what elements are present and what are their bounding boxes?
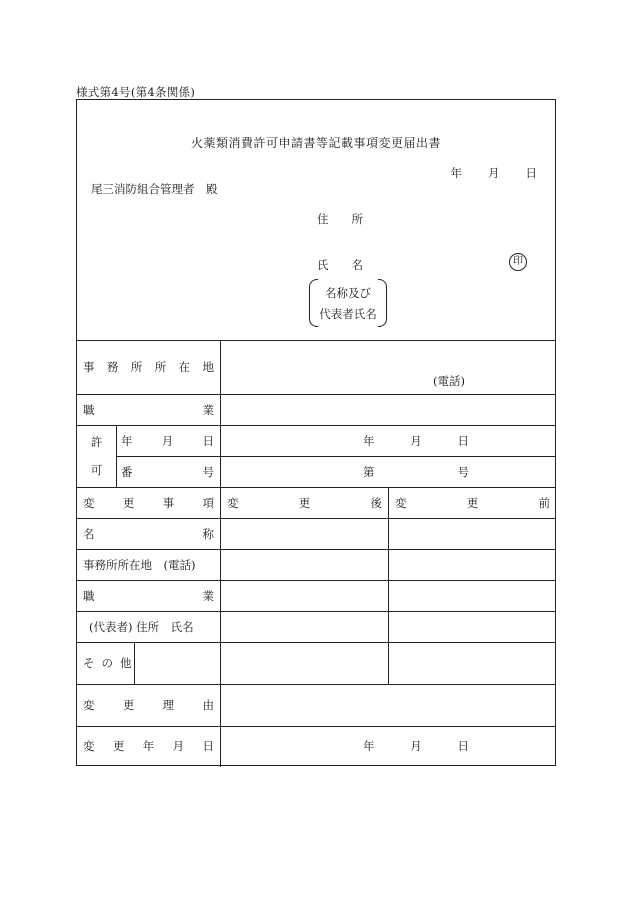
change-reason-field[interactable]: [221, 684, 555, 726]
label-char: 務: [106, 360, 119, 374]
label-char: 日: [457, 739, 469, 753]
occupation2-label: [83, 580, 214, 611]
label-char: 年: [142, 739, 155, 753]
label-char: 月: [410, 433, 422, 448]
label-char: 所: [130, 360, 143, 374]
label-char: そ: [83, 656, 95, 670]
label-char: 変: [227, 495, 239, 510]
label-char: 職: [83, 588, 95, 603]
representative-line2: 代表者氏名: [319, 307, 377, 321]
label-char: 月: [410, 739, 422, 753]
label-char: 第: [363, 464, 375, 479]
label-char: 変: [83, 739, 95, 753]
submission-date[interactable]: [451, 165, 538, 181]
form-header: [77, 100, 555, 340]
label-char: 変: [395, 495, 407, 510]
label-char: 後: [370, 495, 382, 510]
permit-date-field[interactable]: [363, 425, 469, 456]
rule: [116, 425, 117, 487]
date-month-char: 月: [488, 166, 500, 180]
label-char: 日: [202, 739, 214, 753]
date-year-char: 年: [450, 166, 462, 180]
label-char: 更: [466, 495, 479, 510]
label-char: 日: [457, 433, 469, 448]
representative-before-field[interactable]: [389, 611, 555, 642]
label-char: 由: [202, 698, 214, 712]
label-char: 業: [202, 588, 214, 603]
change-reason-label: [83, 684, 214, 726]
representative-line1: 名称及び: [325, 286, 371, 300]
label-char: 更: [122, 698, 135, 712]
label-char: 所: [154, 360, 167, 374]
name-row-label: [83, 518, 214, 549]
label-char: 月: [161, 433, 174, 448]
label-char: 他: [120, 656, 132, 670]
address-label: 住 所: [317, 212, 363, 226]
label-char: 更: [298, 495, 311, 510]
permit-label: [77, 425, 116, 487]
permit-date-label: [121, 425, 214, 456]
label-char: 変: [83, 495, 95, 510]
before-change-header: [395, 487, 550, 518]
other-after-field[interactable]: [221, 642, 388, 684]
name-label: 氏 名: [317, 258, 363, 272]
change-date-label: [83, 726, 214, 766]
change-date-field[interactable]: [363, 726, 469, 766]
label-char: 理: [162, 698, 175, 712]
label-char: 番: [121, 464, 133, 479]
office-after-field[interactable]: [221, 549, 388, 580]
label-char: 年: [363, 433, 375, 448]
label-char: 変: [83, 698, 95, 712]
occupation-before-field[interactable]: [389, 580, 555, 611]
occupation-label: [83, 394, 214, 425]
label-char: 名: [83, 526, 95, 541]
label-char: 項: [202, 495, 214, 510]
change-item-header: [83, 487, 214, 518]
office-phone-label: 事務所所在地 (電話): [83, 557, 196, 572]
occupation-after-field[interactable]: [221, 580, 388, 611]
label-char: 在: [178, 360, 191, 374]
label-char: の: [101, 656, 113, 670]
seal-mark: 印: [509, 253, 527, 271]
phone-label: (電話): [433, 374, 465, 388]
label-char: 可: [90, 463, 103, 477]
date-day-char: 日: [525, 166, 537, 180]
label-char: 事: [162, 495, 175, 510]
permit-number-field[interactable]: [363, 456, 469, 487]
name-before-field[interactable]: [389, 518, 555, 549]
office-location-label: [83, 340, 214, 394]
label-char: 称: [202, 526, 214, 541]
label-char: 号: [202, 464, 214, 479]
permit-number-label: [121, 456, 214, 487]
label-char: 業: [202, 402, 214, 417]
other-item-field[interactable]: [135, 642, 220, 684]
label-char: 職: [83, 402, 95, 417]
label-char: 前: [538, 495, 550, 510]
form-title: 火薬類消費許可申請書等記載事項変更届出書: [190, 136, 441, 150]
label-char: 月: [172, 739, 185, 753]
representative-label: (代表者) 住所 氏名: [89, 619, 194, 634]
other-label: [83, 642, 133, 684]
label-char: 日: [202, 433, 214, 448]
label-char: 事: [83, 360, 95, 374]
label-char: 地: [202, 360, 214, 374]
label-char: 更: [122, 495, 135, 510]
label-char: 許: [90, 435, 103, 449]
occupation-field[interactable]: [221, 394, 555, 425]
label-char: 更: [112, 739, 125, 753]
representative-after-field[interactable]: [221, 611, 388, 642]
form-code: 様式第4号(第4条関係): [76, 85, 196, 99]
office-location-field[interactable]: [221, 340, 555, 394]
representative-bracket: [309, 279, 387, 327]
addressee: 尾三消防組合管理者 殿: [91, 182, 218, 196]
label-char: 年: [363, 739, 375, 753]
label-char: 年: [121, 433, 133, 448]
form-box: [76, 99, 556, 766]
label-char: 号: [457, 464, 469, 479]
other-before-field[interactable]: [389, 642, 555, 684]
name-after-field[interactable]: [221, 518, 388, 549]
after-change-header: [227, 487, 382, 518]
office-before-field[interactable]: [389, 549, 555, 580]
